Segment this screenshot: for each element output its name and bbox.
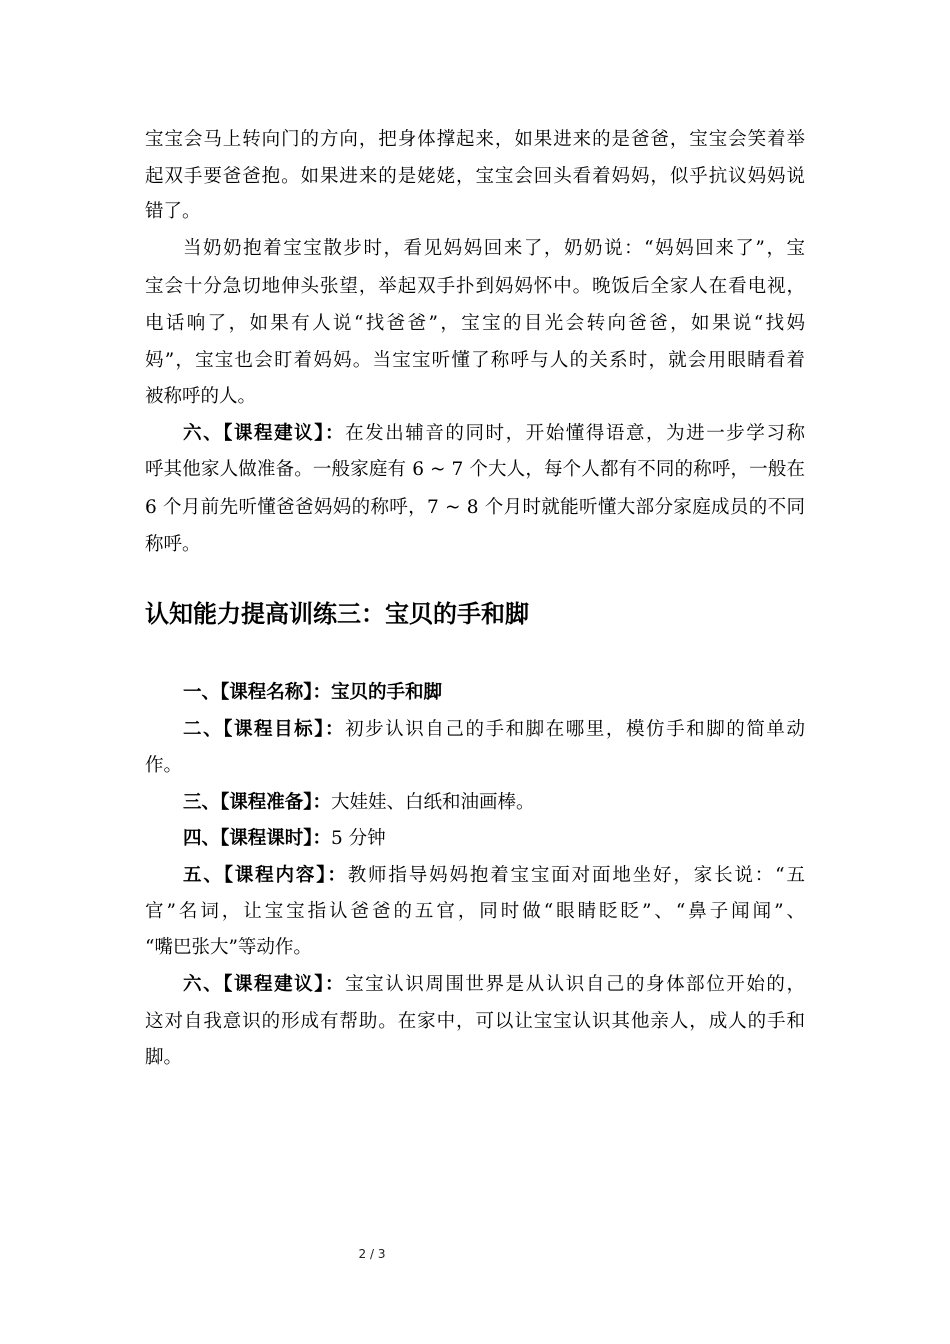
body-line: “嘴巴张大”等动作。 [145, 937, 312, 958]
item-label: 三、【课程准备】： [183, 792, 332, 813]
body-line: 宝会十分急切地伸头张望，举起双手扑到妈妈怀中。晚饭后全家人在看电视， [145, 276, 805, 297]
item-text: 宝贝的手和脚 [331, 682, 443, 703]
item-label: 四、【课程课时】： [183, 828, 332, 849]
body-line: 宝宝会马上转向门的方向，把身体撑起来，如果进来的是爸爸，宝宝会笑着举 [145, 129, 805, 150]
body-line: 错了。 [145, 201, 201, 222]
body-line: 作。 [145, 755, 183, 776]
body-line: 当奶奶抱着宝宝散步时，看见妈妈回来了，奶奶说：“妈妈回来了”，宝 [183, 238, 805, 259]
item-label: 六、【课程建议】： [183, 423, 346, 444]
item-text: 初步认识自己的手和脚在哪里，模仿手和脚的简单动 [345, 719, 805, 740]
item-text: 教师指导妈妈抱着宝宝面对面地坐好，家长说：“五 [347, 865, 805, 886]
item-label: 二、【课程目标】： [183, 719, 346, 740]
body-line: 6 个月前先听懂爸爸妈妈的称呼，7 ~ 8 个月时就能听懂大部分家庭成员的不同 [145, 497, 805, 518]
item-label: 五、【课程内容】： [183, 865, 348, 886]
body-line: 这对自我意识的形成有帮助。在家中，可以让宝宝认识其他亲人，成人的手和 [145, 1011, 805, 1032]
body-line: 起双手要爸爸抱。如果进来的是姥姥，宝宝会回头看着妈妈，似乎抗议妈妈说 [145, 166, 805, 187]
page-number: 2 / 3 [358, 1247, 386, 1261]
body-line [183, 967, 805, 1003]
item-text: 大娃娃、白纸和油画棒。 [331, 792, 535, 813]
body-line: 电话响了，如果有人说“找爸爸”，宝宝的目光会转向爸爸，如果说“找妈 [145, 313, 805, 334]
body-line: 被称呼的人。 [145, 386, 257, 407]
item-text: 宝宝认识周围世界是从认识自己的身体部位开始的， [345, 974, 805, 995]
body-line [183, 712, 805, 748]
body-line: 称呼。 [145, 534, 201, 555]
body-line: 妈”，宝宝也会盯着妈妈。当宝宝听懂了称呼与人的关系时，就会用眼睛看着 [145, 350, 805, 371]
body-line [183, 416, 805, 452]
item-text: 在发出辅音的同时，开始懂得语意，为进一步学习称 [345, 423, 805, 444]
body-line [183, 785, 805, 821]
item-text: 5 分钟 [331, 828, 386, 849]
section-heading: 认知能力提高训练三：宝贝的手和脚 [145, 600, 529, 628]
body-line: 官”名词，让宝宝指认爸爸的五官，同时做“眼睛眨眨”、“鼻子闻闻”、 [145, 901, 805, 922]
body-line [183, 821, 805, 857]
body-line [183, 675, 805, 711]
body-line [183, 858, 805, 894]
item-label: 一、【课程名称】： [183, 682, 332, 703]
body-line: 脚。 [145, 1047, 183, 1068]
item-label: 六、【课程建议】： [183, 974, 346, 995]
body-line: 呼其他家人做准备。一般家庭有 6 ~ 7 个大人，每个人都有不同的称呼，一般在 [145, 459, 805, 480]
